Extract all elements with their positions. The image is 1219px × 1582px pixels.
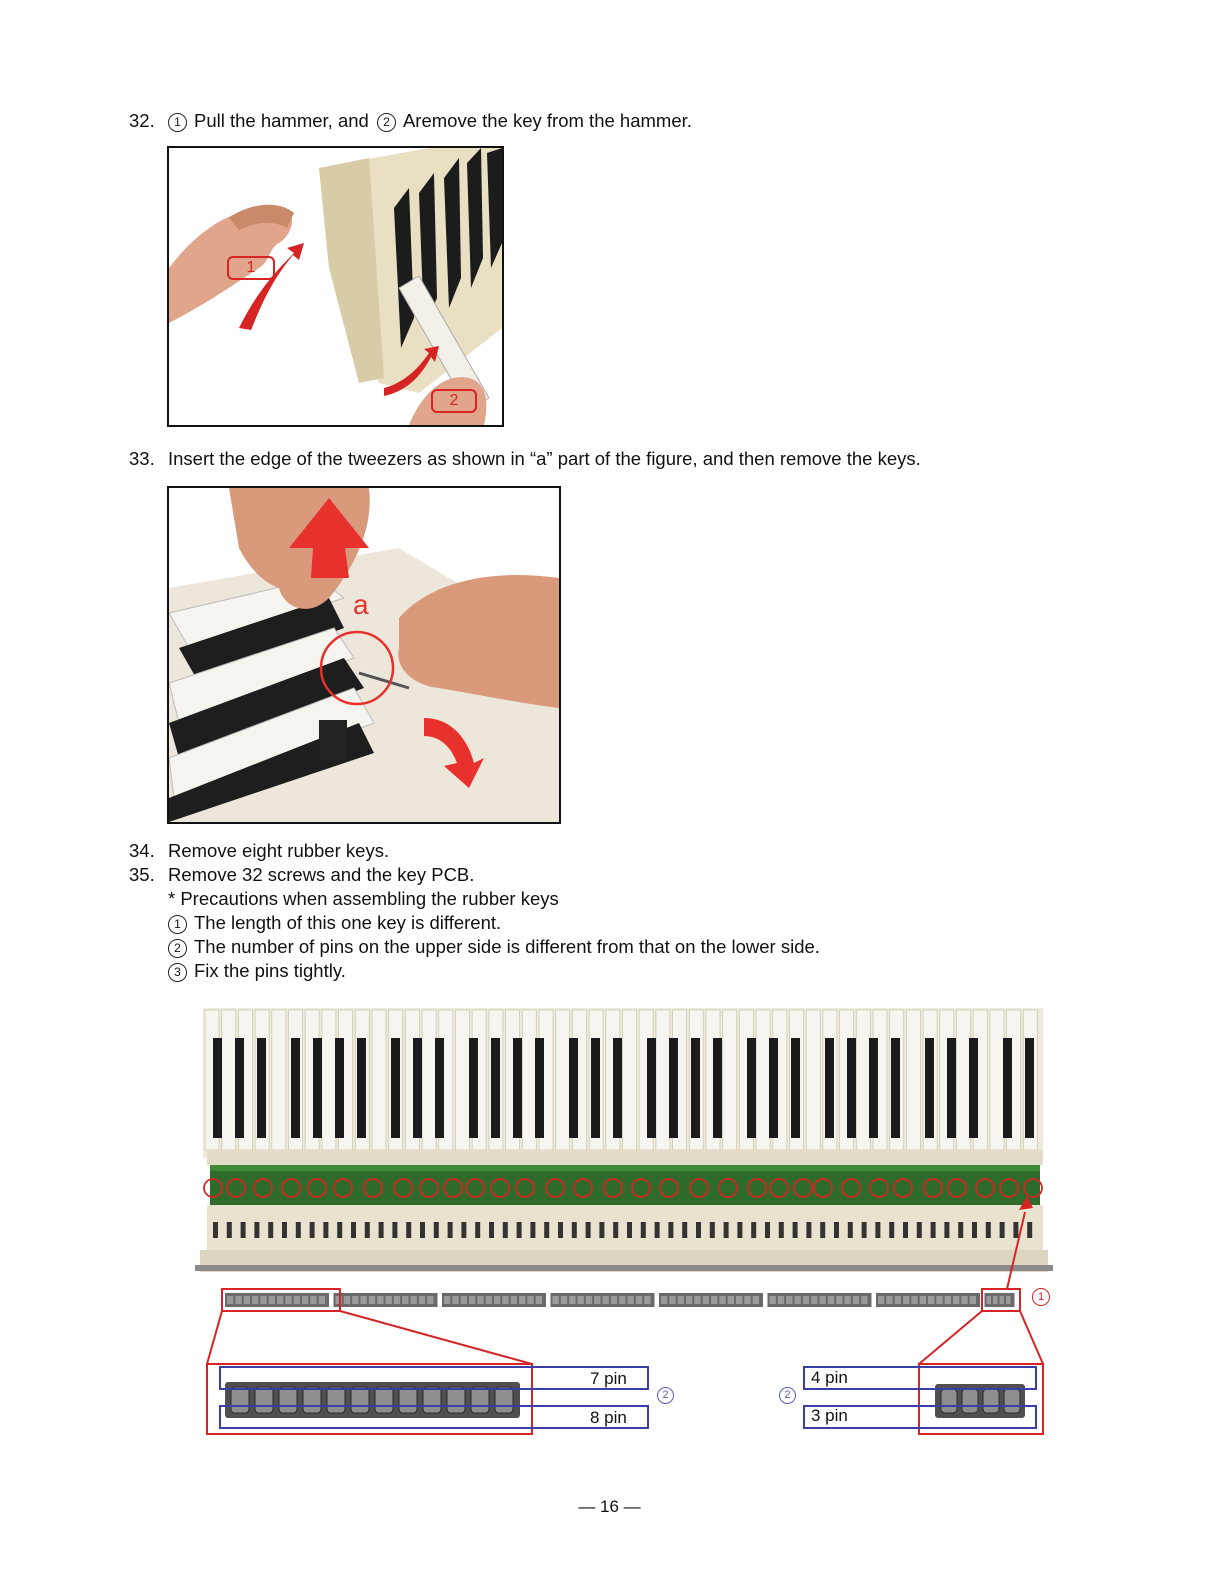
black-key (491, 1038, 500, 1138)
black-key (291, 1038, 300, 1138)
key-contact (558, 1222, 563, 1238)
pin-label-7: 7 pin (590, 1369, 627, 1388)
step-number: 33. (129, 448, 155, 469)
rubber-contact (736, 1296, 742, 1304)
key-contact (820, 1222, 825, 1238)
callout-2-right: 2 (779, 1387, 796, 1404)
rubber-contact (936, 1296, 942, 1304)
key-contact (489, 1222, 494, 1238)
rubber-contact (661, 1296, 667, 1304)
rubber-contact (369, 1296, 375, 1304)
key-contact (668, 1222, 673, 1238)
key-contact (889, 1222, 894, 1238)
rubber-contact (310, 1296, 316, 1304)
precaution-text: The number of pins on the upper side is different from that on the lower side. (194, 936, 820, 957)
key-contact (406, 1222, 411, 1238)
key-contact (544, 1222, 549, 1238)
step-text: Remove 32 screws and the key PCB. (168, 864, 475, 885)
rubber-key-zoom (1004, 1389, 1020, 1413)
rubber-contact (828, 1296, 834, 1304)
rubber-contact (836, 1296, 842, 1304)
key-contact (958, 1222, 963, 1238)
black-key (647, 1038, 656, 1138)
rubber-contact (553, 1296, 559, 1304)
key-contact (254, 1222, 259, 1238)
white-key (806, 1010, 820, 1150)
black-key (691, 1038, 700, 1138)
rubber-contact (527, 1296, 533, 1304)
key-contact (682, 1222, 687, 1238)
key-contact (586, 1222, 591, 1238)
rubber-contact (469, 1296, 475, 1304)
white-key (756, 1010, 770, 1150)
black-key (591, 1038, 600, 1138)
step-text-part2: Aremove the key from the hammer. (402, 110, 692, 131)
key-contact (627, 1222, 632, 1238)
black-key (613, 1038, 622, 1138)
rubber-contact (486, 1296, 492, 1304)
rubber-key-zoom (495, 1387, 513, 1413)
step-32 (129, 109, 692, 133)
white-key (957, 1010, 971, 1150)
key-contact (213, 1222, 218, 1238)
black-key (335, 1038, 344, 1138)
rubber-contact (628, 1296, 634, 1304)
key-contact (351, 1222, 356, 1238)
key-contact (227, 1222, 232, 1238)
rubber-contact (953, 1296, 959, 1304)
rubber-contact (578, 1296, 584, 1304)
rubber-contact (235, 1296, 241, 1304)
callout-1: 1 (1032, 1288, 1050, 1306)
black-key (535, 1038, 544, 1138)
black-key (825, 1038, 834, 1138)
key-contact (434, 1222, 439, 1238)
key-contact (392, 1222, 397, 1238)
key-contact (1027, 1222, 1032, 1238)
black-key (747, 1038, 756, 1138)
black-key (413, 1038, 422, 1138)
key-contact (448, 1222, 453, 1238)
key-contact (737, 1222, 742, 1238)
rubber-key-zoom (231, 1387, 249, 1413)
rubber-contact (319, 1296, 325, 1304)
black-key (213, 1038, 222, 1138)
key-contact (310, 1222, 315, 1238)
white-key (456, 1010, 470, 1150)
step-35 (129, 863, 474, 887)
black-key (357, 1038, 366, 1138)
pin-label-3: 3 pin (811, 1406, 848, 1425)
rubber-key-zoom (351, 1387, 369, 1413)
rubber-contact (619, 1296, 625, 1304)
rubber-contact (920, 1296, 926, 1304)
rubber-contact (494, 1296, 500, 1304)
step-33 (129, 447, 921, 471)
step-text: Insert the edge of the tweezers as shown in “a” part of the figure, and then remove the keys. (168, 448, 921, 469)
rubber-contact (711, 1296, 717, 1304)
rubber-contact (811, 1296, 817, 1304)
white-key (856, 1010, 870, 1150)
black-key (947, 1038, 956, 1138)
rubber-contact (970, 1296, 976, 1304)
black-key (313, 1038, 322, 1138)
key-contact (613, 1222, 618, 1238)
black-key (925, 1038, 934, 1138)
white-key (222, 1010, 236, 1150)
rubber-contact (686, 1296, 692, 1304)
key-contact (641, 1222, 646, 1238)
rubber-contact (744, 1296, 750, 1304)
key-contact (848, 1222, 853, 1238)
white-key (272, 1010, 286, 1150)
black-key (513, 1038, 522, 1138)
rubber-contact (993, 1296, 998, 1304)
rubber-contact (669, 1296, 675, 1304)
white-key (422, 1010, 436, 1150)
pin-label-8: 8 pin (590, 1408, 627, 1427)
white-key (723, 1010, 737, 1150)
rubber-contact (770, 1296, 776, 1304)
circled-number-1: 1 (168, 113, 187, 132)
rubber-contact (786, 1296, 792, 1304)
hammer-removal-photo (167, 146, 504, 427)
key-contact (917, 1222, 922, 1238)
rubber-contact (285, 1296, 291, 1304)
rubber-contact (444, 1296, 450, 1304)
key-contact (834, 1222, 839, 1238)
circled-number-1: 1 (168, 915, 187, 934)
step-number: 32. (129, 110, 155, 131)
rubber-contact (928, 1296, 934, 1304)
rubber-contact (511, 1296, 517, 1304)
rubber-contact (795, 1296, 801, 1304)
white-key (656, 1010, 670, 1150)
rubber-key-zoom (303, 1387, 321, 1413)
black-key (791, 1038, 800, 1138)
white-key (623, 1010, 637, 1150)
key-contact (806, 1222, 811, 1238)
rubber-contact (803, 1296, 809, 1304)
rubber-contact (611, 1296, 617, 1304)
rubber-contact (895, 1296, 901, 1304)
rubber-key-zoom (255, 1387, 273, 1413)
key-contact (1013, 1222, 1018, 1238)
rubber-contact (277, 1296, 283, 1304)
rubber-contact (753, 1296, 759, 1304)
precaution-item-1 (168, 911, 501, 935)
key-contact (572, 1222, 577, 1238)
rubber-contact (377, 1296, 383, 1304)
rubber-contact (861, 1296, 867, 1304)
key-contact (379, 1222, 384, 1238)
callout-2-left: 2 (657, 1387, 674, 1404)
precautions-heading: * Precautions when assembling the rubber keys (168, 888, 559, 909)
rubber-contact (694, 1296, 700, 1304)
key-contact (862, 1222, 867, 1238)
rubber-key-zoom (983, 1389, 999, 1413)
black-key (847, 1038, 856, 1138)
step-number: 34. (129, 840, 155, 861)
key-contact (931, 1222, 936, 1238)
key-contact (323, 1222, 328, 1238)
rubber-key-zoom (279, 1387, 297, 1413)
rubber-contact (452, 1296, 458, 1304)
key-contact (337, 1222, 342, 1238)
key-contact (724, 1222, 729, 1238)
rubber-contact (419, 1296, 425, 1304)
rubber-contact (878, 1296, 884, 1304)
key-contact (751, 1222, 756, 1238)
key-contact (972, 1222, 977, 1238)
black-key (469, 1038, 478, 1138)
white-key (990, 1010, 1004, 1150)
rubber-contact (561, 1296, 567, 1304)
rubber-contact (886, 1296, 892, 1304)
white-key (372, 1010, 386, 1150)
rubber-key-zoom (399, 1387, 417, 1413)
rubber-contact (703, 1296, 709, 1304)
keyboard-pcb-figure (195, 1000, 1055, 1440)
rubber-contact (227, 1296, 233, 1304)
rubber-contact (411, 1296, 417, 1304)
key-contact (461, 1222, 466, 1238)
rubber-key-zoom (962, 1389, 978, 1413)
rubber-contact (1006, 1296, 1011, 1304)
rubber-contact (719, 1296, 725, 1304)
key-contact (475, 1222, 480, 1238)
rubber-contact (778, 1296, 784, 1304)
tweezers-photo (167, 486, 561, 824)
black-key (391, 1038, 400, 1138)
white-key (522, 1010, 536, 1150)
rubber-contact (302, 1296, 308, 1304)
rubber-contact (728, 1296, 734, 1304)
rubber-contact (252, 1296, 258, 1304)
rubber-contact (678, 1296, 684, 1304)
rubber-contact (502, 1296, 508, 1304)
rubber-contact (987, 1296, 992, 1304)
key-contact (710, 1222, 715, 1238)
black-key (569, 1038, 578, 1138)
black-key (1025, 1038, 1034, 1138)
page-number: — 16 — (578, 1497, 641, 1516)
key-contact (503, 1222, 508, 1238)
precaution-item-2 (168, 935, 820, 959)
key-contact (530, 1222, 535, 1238)
white-key (322, 1010, 336, 1150)
pin-label-4: 4 pin (811, 1368, 848, 1387)
rubber-key-zoom (447, 1387, 465, 1413)
key-contact (365, 1222, 370, 1238)
black-key (869, 1038, 878, 1138)
precaution-text: The length of this one key is different. (194, 912, 502, 933)
key-contact (696, 1222, 701, 1238)
white-key (556, 1010, 570, 1150)
key-contact (765, 1222, 770, 1238)
key-contact (599, 1222, 604, 1238)
key-contact (903, 1222, 908, 1238)
key-contact (779, 1222, 784, 1238)
rubber-contact (352, 1296, 358, 1304)
rubber-contact (477, 1296, 483, 1304)
black-key (769, 1038, 778, 1138)
callout-1: 1 (227, 256, 275, 280)
rubber-contact (427, 1296, 433, 1304)
black-key (235, 1038, 244, 1138)
rubber-contact (344, 1296, 350, 1304)
step-34 (129, 839, 389, 863)
black-key (435, 1038, 444, 1138)
step-text: Remove eight rubber keys. (168, 840, 390, 861)
black-key (969, 1038, 978, 1138)
rubber-contact (820, 1296, 826, 1304)
rubber-key-zoom (471, 1387, 489, 1413)
rubber-contact (536, 1296, 542, 1304)
key-contact (986, 1222, 991, 1238)
key-contact (296, 1222, 301, 1238)
rubber-contact (945, 1296, 951, 1304)
black-key (1003, 1038, 1012, 1138)
rubber-contact (911, 1296, 917, 1304)
step-text-part1: Pull the hammer, and (194, 110, 369, 131)
rubber-contact (394, 1296, 400, 1304)
black-key (713, 1038, 722, 1138)
rubber-contact (853, 1296, 859, 1304)
rubber-key-zoom (941, 1389, 957, 1413)
rubber-contact (903, 1296, 909, 1304)
key-contact (875, 1222, 880, 1238)
key-contact (1000, 1222, 1005, 1238)
key-contact (655, 1222, 660, 1238)
precaution-text: Fix the pins tightly. (194, 960, 346, 981)
rubber-contact (1000, 1296, 1005, 1304)
key-contact (420, 1222, 425, 1238)
rubber-contact (269, 1296, 275, 1304)
key-contact (944, 1222, 949, 1238)
rubber-contact (402, 1296, 408, 1304)
key-contact (241, 1222, 246, 1238)
rubber-contact (644, 1296, 650, 1304)
rubber-contact (594, 1296, 600, 1304)
precaution-item-3 (168, 959, 346, 983)
key-contact (517, 1222, 522, 1238)
key-contact (282, 1222, 287, 1238)
rubber-contact (386, 1296, 392, 1304)
rubber-contact (294, 1296, 300, 1304)
rubber-contact (586, 1296, 592, 1304)
rubber-contact (569, 1296, 575, 1304)
rubber-contact (260, 1296, 266, 1304)
black-key (669, 1038, 678, 1138)
white-key (906, 1010, 920, 1150)
label-a: a (353, 589, 369, 620)
rubber-contact (519, 1296, 525, 1304)
key-contact (793, 1222, 798, 1238)
rubber-contact (361, 1296, 367, 1304)
black-key (891, 1038, 900, 1138)
circled-number-2: 2 (377, 113, 396, 132)
rubber-contact (244, 1296, 250, 1304)
black-key (257, 1038, 266, 1138)
rubber-key-zoom (423, 1387, 441, 1413)
rubber-key-zoom (375, 1387, 393, 1413)
circled-number-2: 2 (168, 939, 187, 958)
rubber-contact (461, 1296, 467, 1304)
key-contact (268, 1222, 273, 1238)
rubber-contact (845, 1296, 851, 1304)
rubber-key-zoom (327, 1387, 345, 1413)
step-number: 35. (129, 864, 155, 885)
rubber-contact (961, 1296, 967, 1304)
rubber-contact (603, 1296, 609, 1304)
callout-2: 2 (431, 389, 477, 413)
rubber-contact (636, 1296, 642, 1304)
circled-number-3: 3 (168, 963, 187, 982)
